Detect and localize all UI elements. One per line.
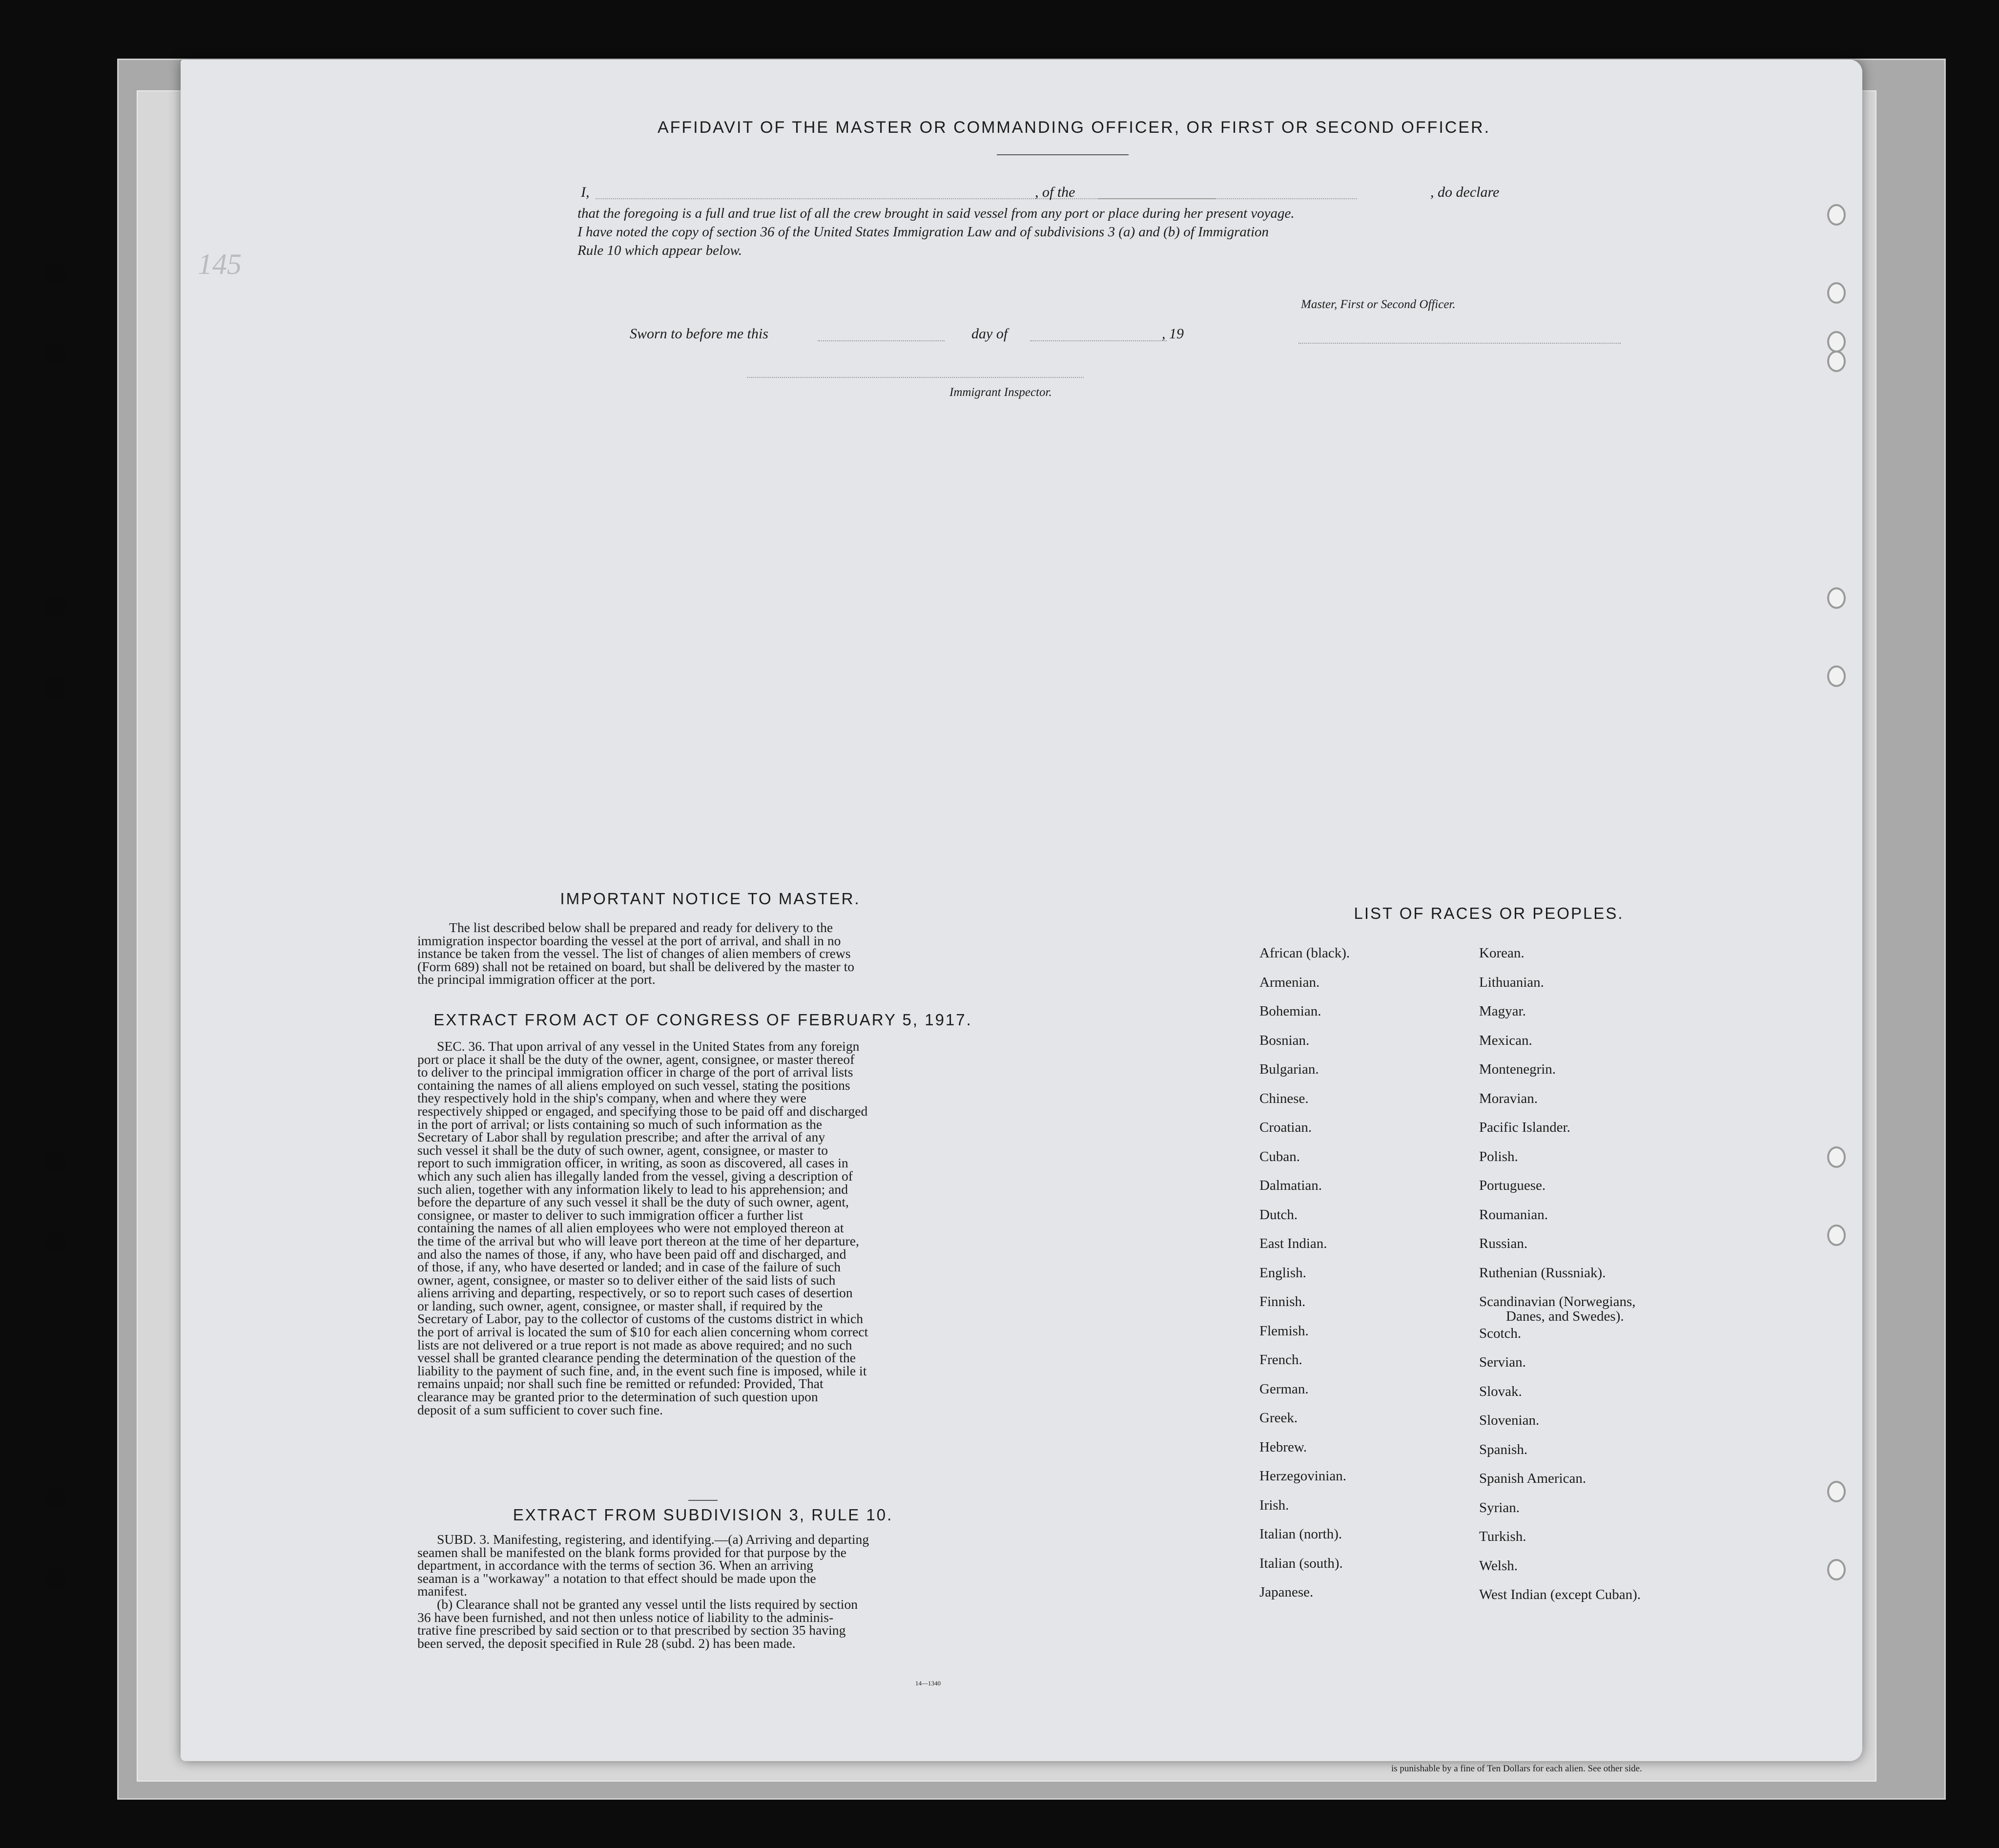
text-line: of those, if any, who have deserted or landed; and in case of the failure of such	[417, 1259, 841, 1275]
punch-hole	[1827, 351, 1846, 372]
race-item: Slovenian.	[1479, 1412, 1540, 1428]
text-line: SEC. 36. That upon arrival of any vessel in the United States from any foreign	[437, 1038, 860, 1054]
race-item: Dalmatian.	[1259, 1178, 1322, 1193]
text-line: to deliver to the principal immigration officer in charge of the port of arrival lists	[417, 1064, 853, 1080]
race-item: Armenian.	[1259, 974, 1320, 990]
punch-hole	[1827, 665, 1846, 687]
race-item: Irish.	[1259, 1497, 1289, 1513]
text-line: trative fine prescribed by said section or to that prescribed by section 35 having	[417, 1622, 846, 1638]
rule-extract-title: EXTRACT FROM SUBDIVISION 3, RULE 10.	[513, 1506, 893, 1524]
binder-hole	[45, 1488, 66, 1509]
notice-text	[417, 921, 989, 986]
race-item: Italian (south).	[1259, 1555, 1343, 1571]
race-item: Korean.	[1479, 945, 1525, 961]
affidavit-line: Rule 10 which appear below.	[577, 243, 742, 258]
affidavit-line: I have noted the copy of section 36 of the United States Immigration Law and of subdivisions 3 (a) and (b) of Immigration	[577, 224, 1269, 240]
race-item: Italian (north).	[1259, 1526, 1342, 1542]
text-line: aliens arriving and departing, respectively, or so to report such cases of desertion	[417, 1285, 853, 1301]
race-item: Chinese.	[1259, 1090, 1309, 1106]
race-item: Dutch.	[1259, 1206, 1298, 1223]
notice-title: IMPORTANT NOTICE TO MASTER.	[560, 890, 861, 908]
signer-label: Master, First or Second Officer.	[1301, 298, 1456, 311]
text-line: report to such immigration officer, in writing, as soon as discovered, all cases in	[417, 1155, 848, 1171]
punch-hole	[1827, 282, 1846, 304]
text-line: consignee, or master to deliver to such immigration officer a further list	[417, 1207, 804, 1223]
vessel-name-line	[1098, 198, 1357, 199]
text-line: vessel shall be granted clearance pending the determination of the question of the	[417, 1350, 856, 1366]
race-item: Bosnian.	[1259, 1032, 1310, 1048]
race-item: Bohemian.	[1259, 1003, 1321, 1019]
punch-hole	[1827, 331, 1846, 353]
text-line: seamen shall be manifested on the blank forms provided for that purpose by the	[417, 1544, 846, 1560]
sworn-label: Sworn to before me this	[630, 326, 768, 342]
race-item: Russian.	[1479, 1236, 1528, 1251]
binder-hole	[45, 262, 66, 284]
text-line: such alien, together with any information likely to lead to his apprehension; and	[417, 1181, 848, 1197]
text-line: which any such alien has illegally landed from the vessel, giving a description of	[417, 1168, 853, 1184]
text-line: remains unpaid; nor shall such fine be remitted or refunded: Provided, That	[417, 1376, 824, 1391]
binder-hole	[45, 677, 66, 699]
text-line: The list described below shall be prepared and ready for delivery to the	[449, 920, 833, 935]
text-line: they respectively hold in the ship's company, when and where they were	[417, 1090, 807, 1106]
text-line: immigration inspector boarding the vessel at the port of arrival, and shall in no	[417, 933, 841, 948]
punch-hole	[1827, 1225, 1846, 1246]
act-extract-text	[417, 1040, 989, 1416]
punch-hole	[1827, 587, 1846, 609]
race-item: Ruthenian (Russniak).	[1479, 1265, 1606, 1281]
race-item: German.	[1259, 1381, 1309, 1397]
race-item: Croatian.	[1259, 1120, 1312, 1135]
punch-hole	[1827, 1481, 1846, 1502]
binder-hole	[45, 1231, 66, 1253]
race-item: Spanish American.	[1479, 1471, 1587, 1486]
text-line: port or place it shall be the duty of the owner, agent, consignee, or master thereof	[417, 1051, 855, 1067]
punch-hole	[1827, 204, 1846, 226]
race-item: Roumanian.	[1479, 1206, 1548, 1223]
race-item: Slovak.	[1479, 1383, 1522, 1399]
sworn-day-line	[818, 340, 945, 341]
race-item: Pacific Islander.	[1479, 1120, 1570, 1135]
binder-hole	[45, 1568, 66, 1590]
text-line: Secretary of Labor, pay to the collector of customs of the customs district in which	[417, 1311, 864, 1327]
race-item: Polish.	[1479, 1148, 1518, 1164]
day-of-label: day of	[971, 326, 1008, 342]
text-line: (Form 689) shall not be retained on board, but shall be delivered by the master to	[417, 958, 855, 974]
race-item: Welsh.	[1479, 1557, 1518, 1574]
signature-line	[1298, 343, 1621, 344]
race-item: French.	[1259, 1352, 1302, 1368]
races-title: LIST OF RACES OR PEOPLES.	[1354, 904, 1624, 922]
race-item: Greek.	[1259, 1410, 1298, 1426]
race-item: Cuban.	[1259, 1148, 1300, 1164]
act-extract-title: EXTRACT FROM ACT OF CONGRESS OF FEBRUARY 5, 1917.	[433, 1011, 972, 1029]
race-item: Flemish.	[1259, 1323, 1309, 1339]
affidavit-line: that the foregoing is a full and true list of all the crew brought in said vessel from any port or place during her present voyage.	[577, 206, 1295, 221]
rule-extract-text	[417, 1533, 989, 1650]
handwritten-number: 145	[198, 248, 242, 280]
text-line: respectively shipped or engaged, and specifying those to be paid off and discharged	[417, 1103, 868, 1119]
race-item: Lithuanian.	[1479, 974, 1544, 990]
race-item: East Indian.	[1259, 1236, 1327, 1251]
text-line: clearance may be granted prior to the determination of such question upon	[417, 1389, 818, 1405]
text-line: manifest.	[417, 1583, 467, 1599]
affidavit-body	[577, 204, 1295, 260]
text-line: department, in accordance with the terms of section 36. When an arriving	[417, 1557, 813, 1573]
inspector-signature-line	[747, 377, 1084, 378]
text-line: the principal immigration officer at the port.	[417, 972, 656, 987]
text-line: containing the names of all aliens employed on such vessel, stating the positions	[417, 1077, 850, 1093]
form-number: 14—1340	[915, 1680, 941, 1687]
race-item: Mexican.	[1479, 1032, 1532, 1048]
title-underline	[997, 154, 1129, 155]
punch-hole	[1827, 1559, 1846, 1580]
punch-hole	[1827, 1146, 1846, 1168]
race-item: Herzegovinian.	[1259, 1468, 1346, 1484]
text-line: 36 have been furnished, and not then unless notice of liability to the adminis-	[417, 1609, 834, 1625]
race-item: Turkish.	[1479, 1529, 1526, 1544]
section-divider	[688, 1500, 718, 1501]
text-line: and also the names of those, if any, who have been paid off and discharged, and	[417, 1246, 846, 1262]
sworn-month-line	[1030, 340, 1167, 341]
text-line: lists are not delivered or a true report is not made as above required; and no such	[417, 1337, 852, 1352]
text-line: such vessel it shall be the duty of such owner, agent, consignee, or master to	[417, 1142, 828, 1158]
text-line: owner, agent, consignee, or master so to deliver either of the said lists of such	[417, 1272, 836, 1287]
race-item: West Indian (except Cuban).	[1479, 1587, 1641, 1602]
text-line: been served, the deposit specified in Rule 28 (subd. 2) has been made.	[417, 1635, 796, 1651]
text-line: containing the names of all alien employees who were not employed thereon at	[417, 1220, 844, 1236]
text-line: deposit of a sum sufficient to cover such fine.	[417, 1402, 663, 1417]
binder-hole	[45, 597, 66, 618]
text-line: in the port of arrival; or lists containing so much of such information as the	[417, 1116, 823, 1132]
race-item: Magyar.	[1479, 1003, 1526, 1019]
race-item: Finnish.	[1259, 1294, 1306, 1309]
text-line: (b) Clearance shall not be granted any vessel until the lists required by section	[437, 1596, 858, 1612]
text-line: Secretary of Labor shall by regulation prescribe; and after the arrival of any	[417, 1129, 825, 1145]
race-item: Danes, and Swedes).	[1506, 1308, 1624, 1324]
race-item: African (black).	[1259, 945, 1350, 961]
race-item: Scotch.	[1479, 1325, 1522, 1341]
text-line: the time of the arrival but who will leave port thereon at the time of her departure,	[417, 1233, 859, 1248]
race-item: English.	[1259, 1265, 1306, 1281]
form-page	[181, 60, 1862, 1761]
race-item: Montenegrin.	[1479, 1061, 1556, 1077]
race-item: Scandinavian (Norwegians,	[1479, 1294, 1636, 1309]
text-line: or landing, such owner, agent, consignee, or master shall, if required by the	[417, 1298, 823, 1313]
text-line: instance be taken from the vessel. The list of changes of alien members of crews	[417, 946, 851, 961]
race-item: Spanish.	[1479, 1441, 1528, 1457]
race-item: Syrian.	[1479, 1499, 1520, 1516]
of-the-label: , of the	[1035, 184, 1075, 200]
year-label: , 19	[1162, 326, 1184, 342]
race-item: Portuguese.	[1479, 1178, 1546, 1193]
binder-hole	[45, 343, 66, 364]
text-line: SUBD. 3. Manifesting, registering, and identifying.—(a) Arriving and departing	[437, 1532, 869, 1547]
inspector-label: Immigrant Inspector.	[949, 386, 1052, 399]
affiant-label: I,	[581, 184, 590, 200]
binder-hole	[45, 1151, 66, 1172]
race-item: Servian.	[1479, 1354, 1526, 1370]
race-item: Hebrew.	[1259, 1439, 1307, 1455]
penalty-note: is punishable by a fine of Ten Dollars for each alien. See other side.	[1391, 1764, 1642, 1774]
text-line: seaman is a "workaway" a notation to that effect should be made upon the	[417, 1570, 816, 1586]
text-line: the port of arrival is located the sum of $10 for each alien concerning whom correct	[417, 1324, 868, 1340]
race-item: Bulgarian.	[1259, 1061, 1319, 1077]
race-item: Moravian.	[1479, 1090, 1538, 1106]
text-line: before the departure of any such vessel it shall be the duty of such owner, agent,	[417, 1194, 849, 1210]
race-item: Japanese.	[1259, 1584, 1314, 1600]
text-line: liability to the payment of such fine, and, in the event such fine is imposed, while it	[417, 1363, 867, 1378]
do-declare-label: , do declare	[1430, 184, 1500, 200]
affidavit-title: AFFIDAVIT OF THE MASTER OR COMMANDING OFFICER, OR FIRST OR SECOND OFFICER.	[657, 118, 1491, 137]
